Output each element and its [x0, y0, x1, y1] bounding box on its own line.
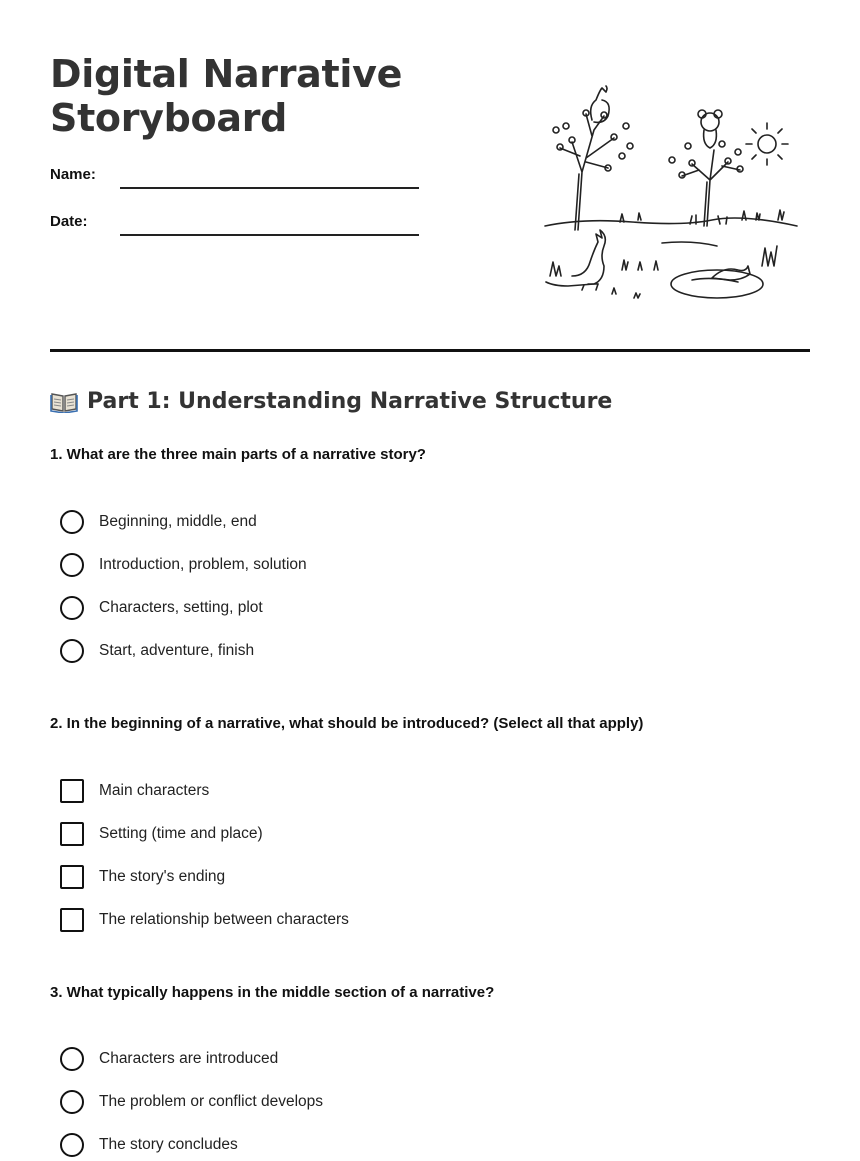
radio-button[interactable]: [60, 1133, 84, 1157]
option-label: The story's ending: [99, 868, 226, 885]
q2-option-4[interactable]: [60, 907, 349, 933]
option-label: Setting (time and place): [99, 825, 263, 842]
option-label: Beginning, middle, end: [99, 513, 257, 530]
q1-option-2[interactable]: [60, 552, 307, 578]
option-label: Introduction, problem, solution: [99, 556, 307, 573]
q2-option-3[interactable]: [60, 864, 225, 890]
question-3: 3. What typically happens in the middle section of a narrative?: [50, 984, 495, 1001]
radio-button[interactable]: [60, 1090, 84, 1114]
option-label: The story concludes: [99, 1136, 238, 1153]
checkbox[interactable]: [60, 779, 84, 803]
option-label: Characters are introduced: [99, 1050, 279, 1067]
page-title: [50, 52, 470, 140]
date-label: Date:: [50, 213, 88, 230]
q3-option-2[interactable]: [60, 1089, 323, 1115]
name-field[interactable]: [120, 187, 419, 189]
q2-option-2[interactable]: [60, 821, 263, 847]
question-2: 2. In the beginning of a narrative, what should be introduced? (Select all that apply): [50, 715, 644, 732]
q3-option-3[interactable]: [60, 1132, 238, 1158]
option-label: The relationship between characters: [99, 911, 349, 928]
title-line-2: Storyboard: [50, 96, 288, 140]
question-1: 1. What are the three main parts of a narrative story?: [50, 446, 426, 463]
q1-option-1[interactable]: [60, 509, 257, 535]
outback-scene-illustration: [542, 80, 802, 308]
q2-option-1[interactable]: [60, 778, 209, 804]
checkbox[interactable]: [60, 865, 84, 889]
section-heading-text: Part 1: Understanding Narrative Structure: [87, 389, 613, 414]
checkbox[interactable]: [60, 908, 84, 932]
option-label: Main characters: [99, 782, 210, 799]
checkbox[interactable]: [60, 822, 84, 846]
radio-button[interactable]: [60, 510, 84, 534]
option-label: Start, adventure, finish: [99, 642, 255, 659]
option-label: Characters, setting, plot: [99, 599, 263, 616]
open-book-icon: [50, 391, 78, 413]
radio-button[interactable]: [60, 639, 84, 663]
section-heading: [50, 389, 612, 414]
q1-option-4[interactable]: [60, 638, 254, 664]
q1-option-3[interactable]: [60, 595, 263, 621]
radio-button[interactable]: [60, 1047, 84, 1071]
date-field[interactable]: [120, 234, 419, 236]
q3-option-1[interactable]: [60, 1046, 278, 1072]
radio-button[interactable]: [60, 553, 84, 577]
title-line-1: Digital Narrative: [50, 52, 403, 96]
option-label: The problem or conflict develops: [99, 1093, 324, 1110]
section-divider: [50, 349, 810, 352]
radio-button[interactable]: [60, 596, 84, 620]
name-label: Name:: [50, 166, 96, 183]
